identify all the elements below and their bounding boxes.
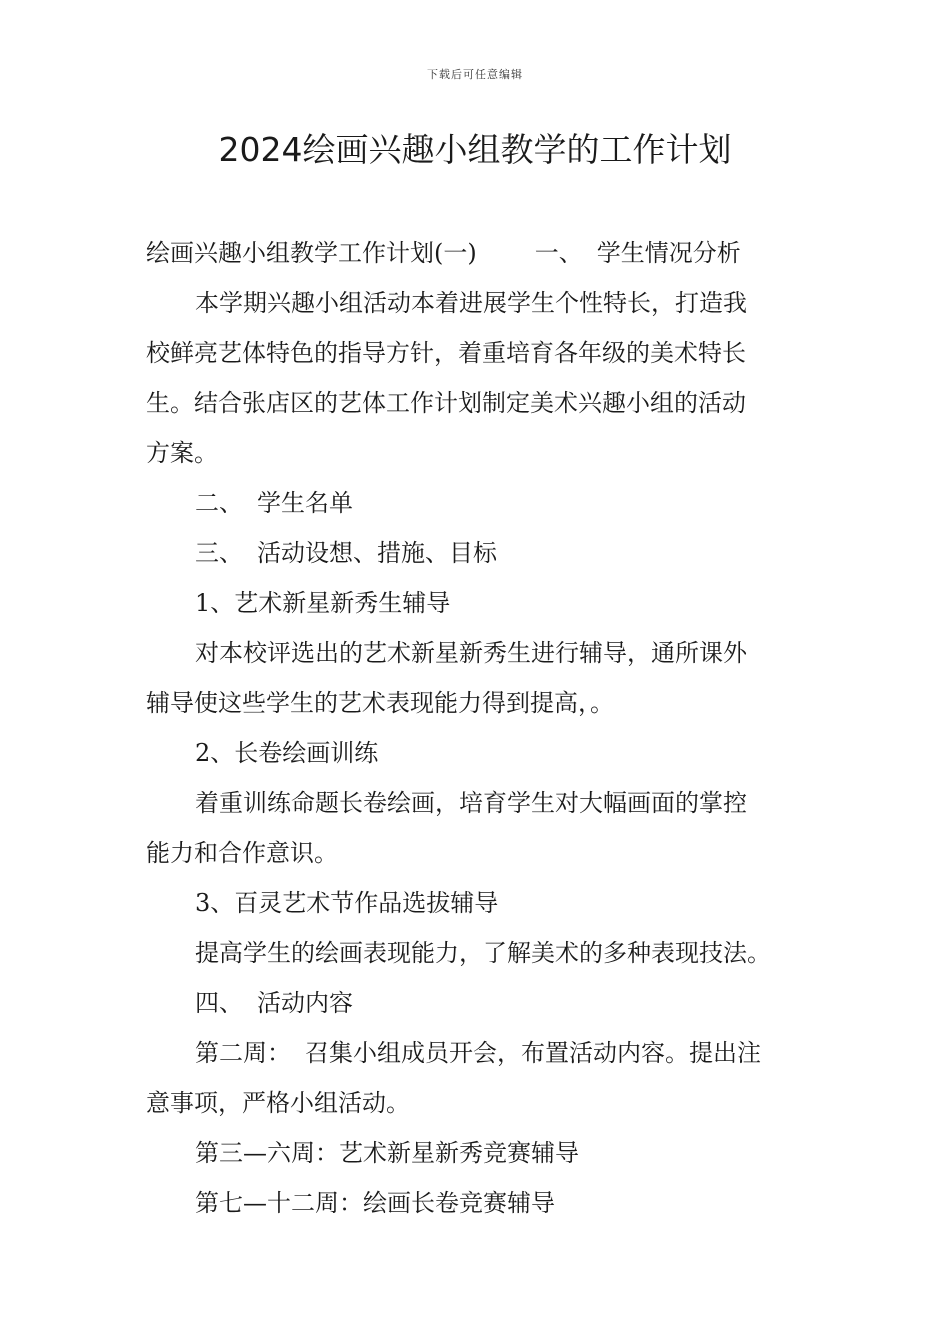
schedule-week-label: 第二周： bbox=[195, 1039, 291, 1067]
schedule-line bbox=[146, 1028, 808, 1078]
section-1-number: 一、 bbox=[534, 239, 583, 267]
section-1-heading: 学生情况分析 bbox=[596, 239, 741, 267]
paragraph-line: 生。结合张店区的艺体工作计划制定美术兴趣小组的活动 bbox=[146, 389, 746, 417]
paragraph-line: 辅导使这些学生的艺术表现能力得到提高，。 bbox=[146, 689, 614, 717]
header-note: 下载后可任意编辑 bbox=[427, 68, 523, 81]
section-4-number: 四、 bbox=[195, 989, 243, 1017]
schedule-line: 第七—十二周：绘画长卷竞赛辅导 bbox=[195, 1189, 555, 1217]
paragraph-line: 着重训练命题长卷绘画，培育学生对大幅画面的掌控 bbox=[195, 789, 747, 817]
subsection-1-heading: 1、艺术新星新秀生辅导 bbox=[195, 589, 451, 617]
section-2-heading-line bbox=[146, 478, 808, 528]
paragraph-line: 意事项，严格小组活动。 bbox=[146, 1089, 410, 1117]
paragraph-line: 能力和合作意识。 bbox=[146, 839, 338, 867]
paragraph-line: 对本校评选出的艺术新星新秀生进行辅导，通所课外 bbox=[195, 639, 747, 667]
section-3-number: 三、 bbox=[195, 539, 243, 567]
document-title: 2024绘画兴趣小组教学的工作计划 bbox=[218, 130, 732, 169]
plan-subtitle: 绘画兴趣小组教学工作计划(一) bbox=[146, 239, 477, 267]
schedule-text: 召集小组成员开会，布置活动内容。提出注 bbox=[305, 1039, 761, 1067]
plan-subtitle-line bbox=[146, 228, 808, 278]
section-3-heading: 活动设想、措施、目标 bbox=[257, 539, 497, 567]
section-4-heading-line bbox=[146, 978, 808, 1028]
document-body bbox=[146, 228, 808, 1228]
section-3-heading-line bbox=[146, 528, 808, 578]
subsection-3-heading: 3、百灵艺术节作品选拔辅导 bbox=[195, 889, 499, 917]
paragraph-line: 本学期兴趣小组活动本着进展学生个性特长，打造我 bbox=[195, 289, 747, 317]
paragraph-line: 校鲜亮艺体特色的指导方针，着重培育各年级的美术特长 bbox=[146, 339, 746, 367]
paragraph-line: 方案。 bbox=[146, 439, 218, 467]
section-2-heading: 学生名单 bbox=[257, 489, 353, 517]
schedule-line: 第三—六周：艺术新星新秀竞赛辅导 bbox=[195, 1139, 579, 1167]
paragraph-line: 提高学生的绘画表现能力，了解美术的多种表现技法。 bbox=[195, 939, 771, 967]
subsection-2-heading: 2、长卷绘画训练 bbox=[195, 739, 379, 767]
section-4-heading: 活动内容 bbox=[257, 989, 353, 1017]
section-2-number: 二、 bbox=[195, 489, 243, 517]
